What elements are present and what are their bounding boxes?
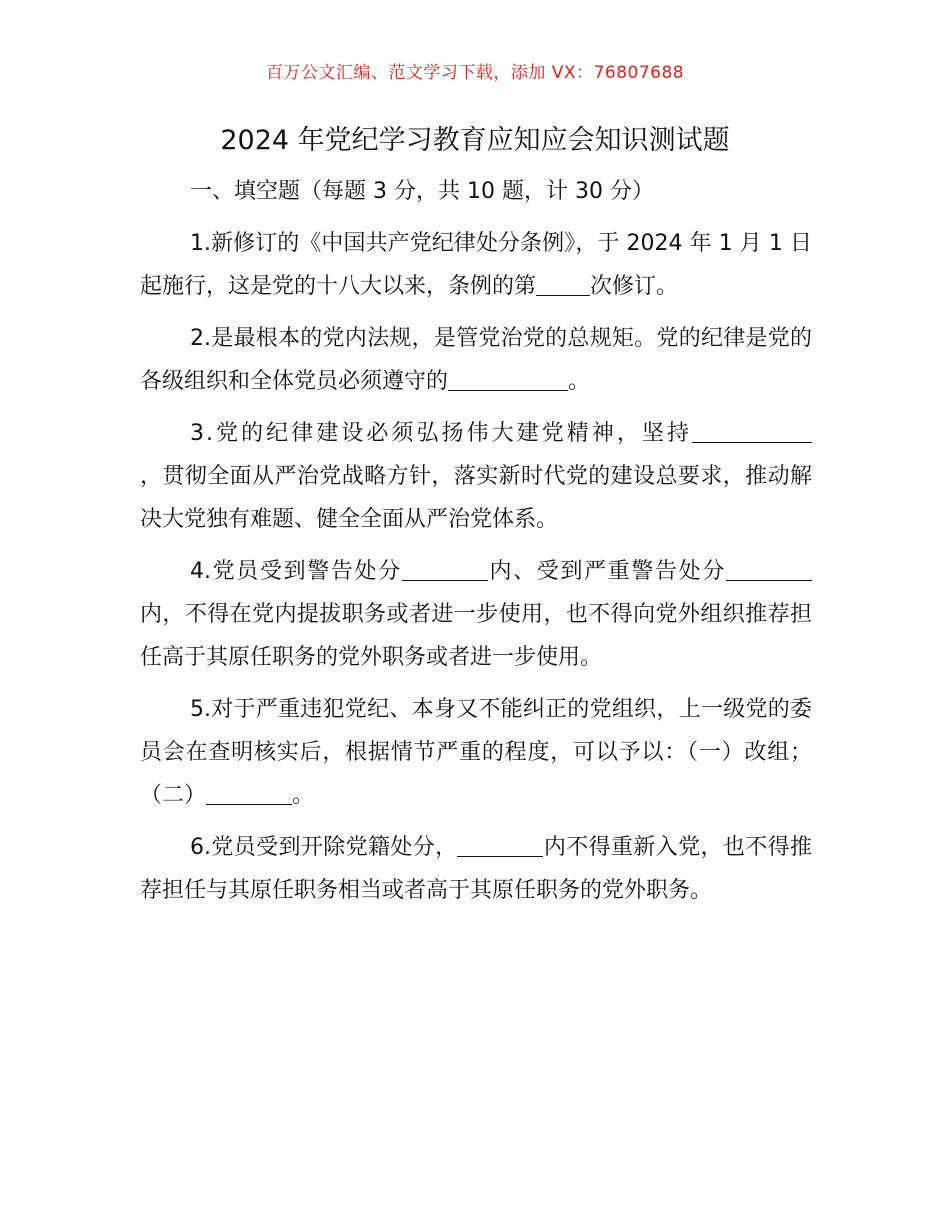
question-text: 1.新修订的《中国共产党纪律处分条例》，于 2024 年 1 月 1 日起施行，这是党的十八大以来，条例的第 <box>140 231 812 299</box>
question-text: 。 <box>568 369 591 394</box>
question-text: 。 <box>292 783 315 808</box>
answer-blank <box>402 554 488 581</box>
question-1 <box>140 222 812 308</box>
question-text: ，贯彻全面从严治党战略方针，落实新时代党的建设总要求，推动解决大党独有难题、健全全面从严治党体系。 <box>140 464 812 532</box>
answer-blank <box>726 554 812 581</box>
answer-blank <box>448 364 568 391</box>
question-text: 4.党员受到警告处分 <box>190 559 402 584</box>
question-text: 次修订。 <box>590 274 679 299</box>
download-watermark-note: 百万公文汇编、范文学习下载，添加 VX：76807688 <box>265 63 685 83</box>
question-text: 2.是最根本的党内法规，是管党治党的总规矩。党的纪律是党的各级组织和全体党员必须遵守的 <box>140 326 812 394</box>
question-5 <box>140 688 812 817</box>
question-text: 内、受到严重警告处分 <box>487 559 726 584</box>
question-6 <box>140 826 812 912</box>
answer-blank <box>692 416 812 443</box>
document-body <box>140 170 812 912</box>
question-4 <box>140 550 812 679</box>
question-text: 5.对于严重违犯党纪、本身又不能纠正的党组织，上一级党的委员会在查明核实后，根据情节严重的程度，可以予以：（一）改组；（二） <box>140 697 812 808</box>
question-3 <box>140 412 812 541</box>
answer-blank <box>536 269 590 296</box>
question-text: 内，不得在党内提拔职务或者进一步使用，也不得向党外组织推荐担任高于其原任职务的党外职务或者进一步使用。 <box>140 602 812 670</box>
answer-blank <box>206 778 292 805</box>
question-text: 内不得重新入党，也不得推荐担任与其原任职务相当或者高于其原任职务的党外职务。 <box>140 835 812 903</box>
question-2 <box>140 317 812 403</box>
section-heading: 一、填空题（每题 3 分，共 10 题，计 30 分） <box>190 179 654 204</box>
question-text: 6.党员受到开除党籍处分， <box>190 835 458 860</box>
question-text: 3.党的纪律建设必须弘扬伟大建党精神，坚持 <box>190 421 692 446</box>
answer-blank <box>457 830 543 857</box>
document-title: 2024 年党纪学习教育应知应会知识测试题 <box>220 125 730 156</box>
